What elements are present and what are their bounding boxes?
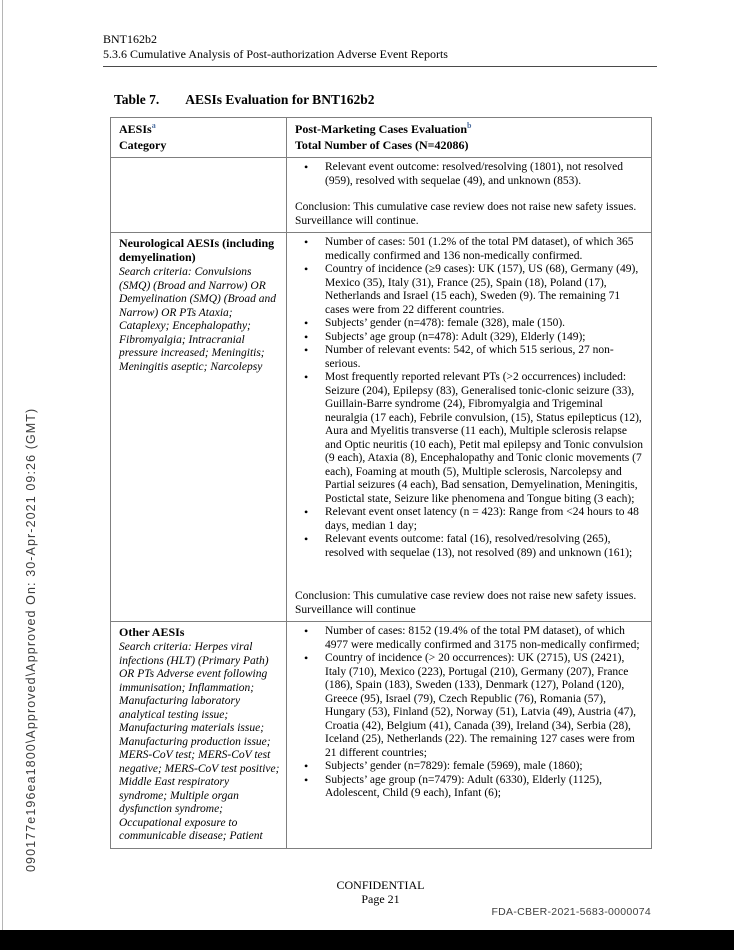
category-search-criteria: Search criteria: Herpes viral infections (HLT) (Primary Path) OR PTs Adverse event following immunisation; Inflammation; Manufacturing laboratory analytical testing issue; Manufacturing materials issue; Manufacturing production issue; MERS-CoV test; MERS-CoV test negative; MERS-CoV test positive; Middle East respiratory syndrome; Multiple organ dysfunction syndrome; Occupational exposure to communicable disease; Patient xyxy=(119,641,280,842)
header-divider xyxy=(103,66,657,67)
page-footer xyxy=(110,878,651,906)
evaluation-bullet: • Most frequently reported relevant PTs (>2 occurrences) included: Seizure (204), Epilepsy (83), Generalised tonic-clonic seizure (33), Guillain-Barre syndrome (24), Fibromyalgia and Trigeminal neuralgia (17 each), Febrile convulsion, (15), Status epilepticus (12), Aura and Myelitis transverse (11 each), Multiple sclerosis relapse and Optic neuritis (10 each), Petit mal epilepsy and Tonic convulsion (9 each), Ataxia (8), Encephalopathy and Tonic clonic movements (7 each), Foaming at mouth (5), Multiple sclerosis, Narcolepsy and Partial seizures (4 each), Bad sensation, Demyelination, Meningitis, Postictal state, Seizure like phenomena and Tongue biting (3 each); xyxy=(325,371,645,506)
page-number: Page 21 xyxy=(361,892,400,906)
conclusion-text: Conclusion: This cumulative case review does not raise new safety issues. Surveillance will continue. xyxy=(295,201,637,227)
aesi-category-cell xyxy=(111,158,287,233)
category-title: Neurological AESIs (including demyelination) xyxy=(119,236,275,264)
evaluation-cell xyxy=(287,158,652,233)
confidential-label: CONFIDENTIAL xyxy=(336,878,425,892)
evaluation-bullet: • Number of cases: 501 (1.2% of the total PM dataset), of which 365 medically confirmed and 136 non-medically confirmed. xyxy=(325,236,645,263)
evaluation-bullet: • Country of incidence (> 20 occurrences): UK (2715), US (2421), Italy (710), Mexico (223), Portugal (210), Germany (207), France (186), Spain (183), Sweden (133), Denmark (127), Poland (120), Greece (95), Israel (79), Czech Republic (76), Romania (57), Hungary (53), Finland (52), Norway (51), Latvia (49), Austria (47), Croatia (42), Belgium (41), Canada (39), Ireland (34), Serbia (28), Iceland (25), Netherlands (22). The remaining 127 cases were from 21 different countries; xyxy=(325,652,645,760)
col-header-evaluation-label: Post-Marketing Cases Evaluation xyxy=(295,122,467,136)
category-title: Other AESIs xyxy=(119,625,185,639)
evaluation-bullet-list xyxy=(295,236,645,560)
table-row xyxy=(111,158,652,233)
approval-stamp-text: 090177e196ea1800\Approved\Approved On: 30-Apr-2021 09:26 (GMT) xyxy=(24,407,38,872)
table-number-label: Table 7. xyxy=(114,92,160,107)
evaluation-bullet: • Relevant event onset latency (n = 423): Range from <24 hours to 48 days, median 1 day; xyxy=(325,506,645,533)
evaluation-bullet: • Number of relevant events: 542, of which 515 serious, 27 non-serious. xyxy=(325,344,645,371)
col-header-total-cases-label: Total Number of Cases (N=42086) xyxy=(295,138,469,152)
document-header xyxy=(103,32,659,62)
evaluation-cell xyxy=(287,622,652,849)
table-header-row xyxy=(111,118,652,158)
table-row xyxy=(111,622,652,849)
footnote-marker-b: b xyxy=(467,121,472,130)
evaluation-bullet: • Subjects’ age group (n=7479): Adult (6330), Elderly (1125), Adolescent, Child (9 each), Infant (6); xyxy=(325,774,645,801)
table-title-text: AESIs Evaluation for BNT162b2 xyxy=(185,92,375,107)
evaluation-bullet: • Number of cases: 8152 (19.4% of the total PM dataset), of which 4977 were medically confirmed and 3175 non-medically confirmed; xyxy=(325,625,645,652)
col-header-aesis-category xyxy=(111,118,287,158)
footnote-marker-a: a xyxy=(151,121,156,130)
doc-header-subtitle: 5.3.6 Cumulative Analysis of Post-authorization Adverse Event Reports xyxy=(103,47,448,61)
evaluation-bullet: • Relevant event outcome: resolved/resolving (1801), not resolved (959), resolved with sequelae (49), and unknown (853). xyxy=(325,161,645,188)
table-row xyxy=(111,233,652,622)
aesi-table xyxy=(110,117,652,849)
evaluation-bullet-list xyxy=(295,625,645,801)
evaluation-cell xyxy=(287,233,652,622)
evaluation-bullet: • Subjects’ age group (n=478): Adult (329), Elderly (149); xyxy=(325,331,645,345)
evaluation-bullet: • Relevant events outcome: fatal (16), resolved/resolving (265), resolved with sequelae (13), not resolved (89) and unknown (161); xyxy=(325,533,645,560)
evaluation-bullet: • Subjects’ gender (n=7829): female (5969), male (1860); xyxy=(325,760,645,774)
fda-document-id: FDA-CBER-2021-5683-0000074 xyxy=(491,906,651,918)
col-header-aesis-label: AESIs xyxy=(119,122,152,136)
col-header-evaluation xyxy=(287,118,652,158)
table-title xyxy=(114,92,374,108)
aesi-category-cell xyxy=(111,233,287,622)
aesi-category-cell xyxy=(111,622,287,849)
page-left-border xyxy=(2,0,3,930)
evaluation-bullet: • Subjects’ gender (n=478): female (328), male (150). xyxy=(325,317,645,331)
scan-bottom-bar xyxy=(0,930,734,950)
doc-header-title: BNT162b2 xyxy=(103,32,157,46)
col-header-category-label: Category xyxy=(119,138,167,152)
conclusion-text: Conclusion: This cumulative case review does not raise new safety issues. Surveillance will continue xyxy=(295,590,637,616)
evaluation-bullet-list xyxy=(295,161,645,188)
category-search-criteria: Search criteria: Convulsions (SMQ) (Broad and Narrow) OR Demyelination (SMQ) (Broad and Narrow) OR PTs Ataxia; Cataplexy; Encephalopathy; Fibromyalgia; Intracranial pressure increased; Meningitis; Meningitis aseptic; Narcolepsy xyxy=(119,266,277,373)
evaluation-bullet: • Country of incidence (≥9 cases): UK (157), US (68), Germany (49), Mexico (35), Italy (31), France (25), Spain (18), Poland (17), Netherlands and Israel (15 each), Sweden (9). The remaining 71 cases were from 22 different countries. xyxy=(325,263,645,317)
